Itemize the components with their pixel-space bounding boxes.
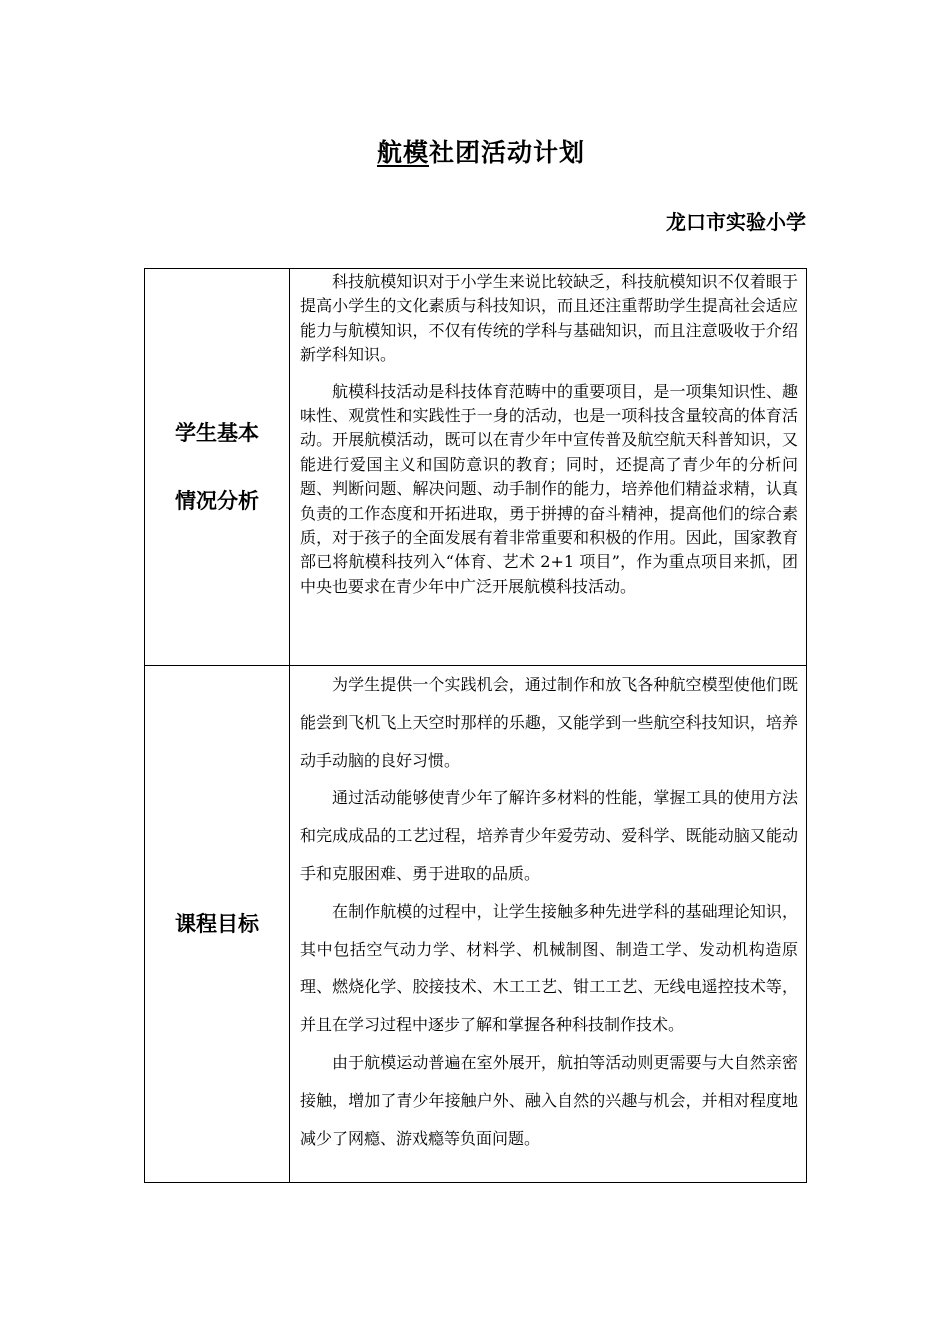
title-rest: 社团活动计划 xyxy=(429,138,586,167)
row-label-line: 学生基本 xyxy=(175,421,259,445)
paragraph: 通过活动能够使青少年了解许多材料的性能，掌握工具的使用方法和完成成品的工艺过程，培养青少年爱劳动、爱科学、既能动脑又能动手和克服困难、勇于进取的品质。 xyxy=(300,788,798,883)
paragraph: 由于航模运动普遍在室外展开，航拍等活动则更需要与大自然亲密接触，增加了青少年接触户外、融入自然的兴趣与机会，并相对程度地减少了网瘾、游戏瘾等负面问题。 xyxy=(300,1052,798,1148)
row-label-course-goals xyxy=(145,666,290,1183)
table-row xyxy=(145,666,807,1183)
paragraph: 科技航模知识对于小学生来说比较缺乏，科技航模知识不仅着眼于提高小学生的文化素质与科技知识，而且还注重帮助学生提高社会适应能力与航模知识，不仅有传统的学科与基础知识，而且注意吸收于介绍新学科知识。 xyxy=(300,272,798,365)
title-club-name: 航模 xyxy=(376,138,429,167)
row-label-line: 课程目标 xyxy=(175,912,259,936)
row-label-line: 情况分析 xyxy=(175,489,259,513)
row-content-course-goals xyxy=(290,666,807,1183)
row-content-student-analysis xyxy=(290,269,807,666)
table-row xyxy=(145,269,807,666)
row-label-student-analysis xyxy=(145,269,290,666)
school-name: 龙口市实验小学 xyxy=(666,210,806,234)
document-title xyxy=(0,135,950,171)
paragraph: 在制作航模的过程中，让学生接触多种先进学科的基础理论知识，其中包括空气动力学、材料学、机械制图、制造工学、发动机构造原理、燃烧化学、胶接技术、木工工艺、钳工工艺、无线电遥控技术等，并且在学习过程中逐步了解和掌握各种科技制作技术。 xyxy=(300,901,798,1035)
paragraph: 航模科技活动是科技体育范畴中的重要项目，是一项集知识性、趣味性、观赏性和实践性于一身的活动，也是一项科技含量较高的体育活动。开展航模活动，既可以在青少年中宣传普及航空航天科普知识，又能进行爱国主义和国防意识的教育；同时，还提高了青少年的分析问题、判断问题、解决问题、动手制作的能力，培养他们精益求精，认真负责的工作态度和开拓进取，勇于拼搏的奋斗精神，提高他们的综合素质，对于孩子的全面发展有着非常重要和积极的作用。因此，国家教育部已将航模科技列入“体育、艺术 2+1 项目”，作为重点项目来抓，团中央也要求在青少年中广泛开展航模科技活动。 xyxy=(300,381,798,596)
plan-table xyxy=(144,268,807,1183)
paragraph: 为学生提供一个实践机会，通过制作和放飞各种航空模型使他们既能尝到飞机飞上天空时那样的乐趣，又能学到一些航空科技知识，培养动手动脑的良好习惯。 xyxy=(300,675,798,770)
